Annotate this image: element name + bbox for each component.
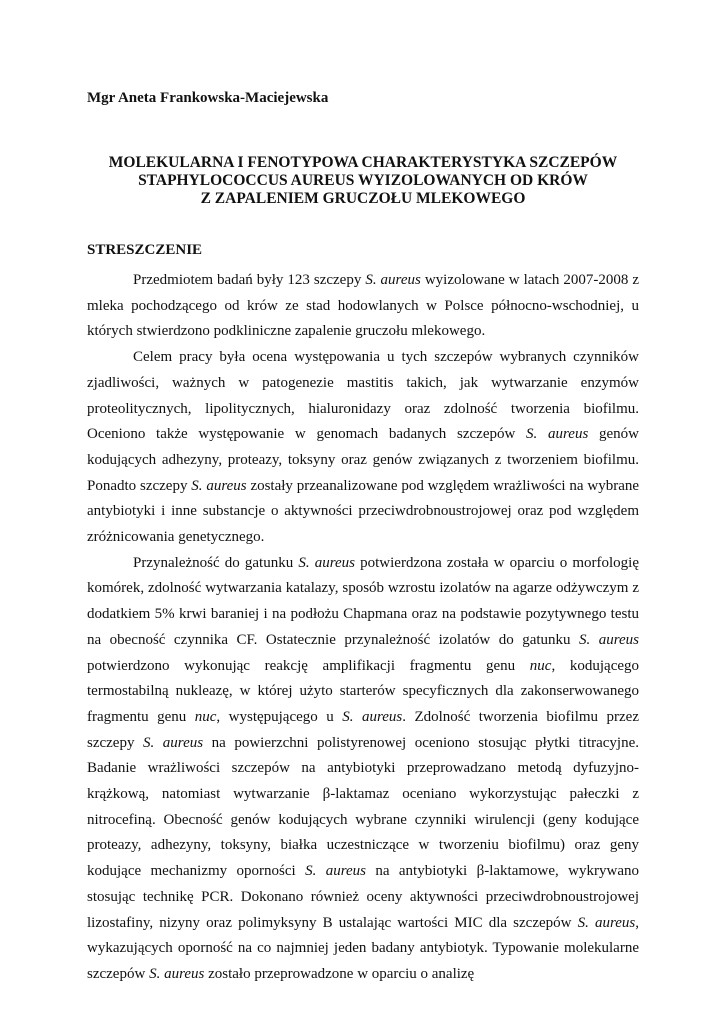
italic-term: S. aureus [526,426,589,443]
text-run: potwierdzona została w oparciu o morfologię komórek, zdolność wytwarzania katalazy, sposób wzrostu izolatów na agarze odżywczym z dodatkiem 5% krwi baraniej i na podłożu Chapmana oraz na podstawie pozytywnego testu na obecność czynnika CF. Ostatecznie przynależność izolatów do gatunku [87,554,639,648]
section-heading: STRESZCZENIE [87,242,203,258]
text-run: Przynależność do gatunku [133,554,299,571]
text-run: Celem pracy była ocena występowania u tych szczepów wybranych czynników zjadliwości, ważnych w patogenezie mastitis takich, jak wytwarzanie enzymów proteolitycznych, lipolitycznych, hialuronidazy oraz zdolność tworzenia biofilmu. Oceniono także występowanie w genomach badanych szczepów [87,349,639,443]
text-run: zostały przeanalizowane pod względem wrażliwości na wybrane antybiotyki i inne substancje o aktywności przeciwdrobnoustrojowej oraz pod względem zróżnicowania genetycznego. [87,477,640,546]
title-line-3: Z ZAPALENIEM GRUCZOŁU MLEKOWEGO [200,190,526,207]
title-line-1: MOLEKULARNA I FENOTYPOWA CHARAKTERYSTYKA SZCZEPÓW [108,154,618,171]
text-run: Przedmiotem badań były 123 szczepy [133,272,366,288]
paragraph-1 [87,268,639,345]
italic-term: S. aureus [342,708,403,725]
text-run: . Zdolność tworzenia biofilmu przez szczepy [87,708,639,751]
italic-term: S. aureus [579,631,639,648]
text-run: , kodującego termostabilną nukleazę, w której użyto starterów specyficznych dla zakonserwowanego fragmentu genu [87,657,640,725]
italic-term: S. aureus [305,863,366,880]
paragraph-3 [87,551,639,988]
italic-term: nuc [529,657,552,674]
text-run: potwierdzono wykonując reakcję amplifikacji fragmentu genu [87,657,530,674]
paragraph-2 [87,345,639,551]
italic-term: nuc [194,708,217,725]
italic-term: S. aureus [577,914,636,931]
italic-term: S. aureus [149,965,205,982]
text-run: genów kodujących adhezyny, proteazy, toksyny oraz genów związanych z tworzeniem biofilmu. Ponadto szczepy [87,426,640,494]
text-run: wyizolowane w latach 2007-2008 z mleka pochodzącego od krów ze stad hodowlanych w Polsce północno-wschodniej, u których stwierdzono podkliniczne zapalenie gruczołu mlekowego. [87,272,639,340]
title-line-2: STAPHYLOCOCCUS AUREUS WYIZOLOWANYCH OD KRÓW [138,172,588,189]
italic-term: S. aureus [298,554,355,571]
italic-term: S. aureus [191,477,247,494]
text-run: , występującego u [216,708,343,725]
italic-term: S. aureus [143,734,204,751]
author-name: Mgr Aneta Frankowska-Maciejewska [87,90,329,106]
abstract-body [87,268,639,988]
text-run: , wykazujących oporność na co najmniej jeden badany antybiotyk. Typowanie molekularne szczepów [87,914,639,982]
text-run: na powierzchni polistyrenowej oceniono stosując płytki titracyjne. Badanie wrażliwości szczepów na antybiotyki przeprowadzano metodą dyfuzyjno-krążkową, natomiast wytwarzanie β-laktamaz oceniano wykorzystując pałeczki z nitrocefiną. Obecność genów kodujących wybrane czynniki wirulencji (geny kodujące proteazy, adhezyny, toksyny, białka uczestniczące w tworzeniu biofilmu) oraz geny kodujące mechanizmy oporności [87,734,640,880]
document-title [60,154,666,208]
text-run: na antybiotyki β-laktamowe, wykrywano stosując technikę PCR. Dokonano również oceny aktywności przeciwdrobnoustrojowej lizostafiny, nizyny oraz polimyksyny B ustalając wartości MIC dla szczepów [87,863,639,931]
italic-term: S. aureus [365,272,421,288]
text-run: zostało przeprowadzone w oparciu o analizę [204,965,475,982]
